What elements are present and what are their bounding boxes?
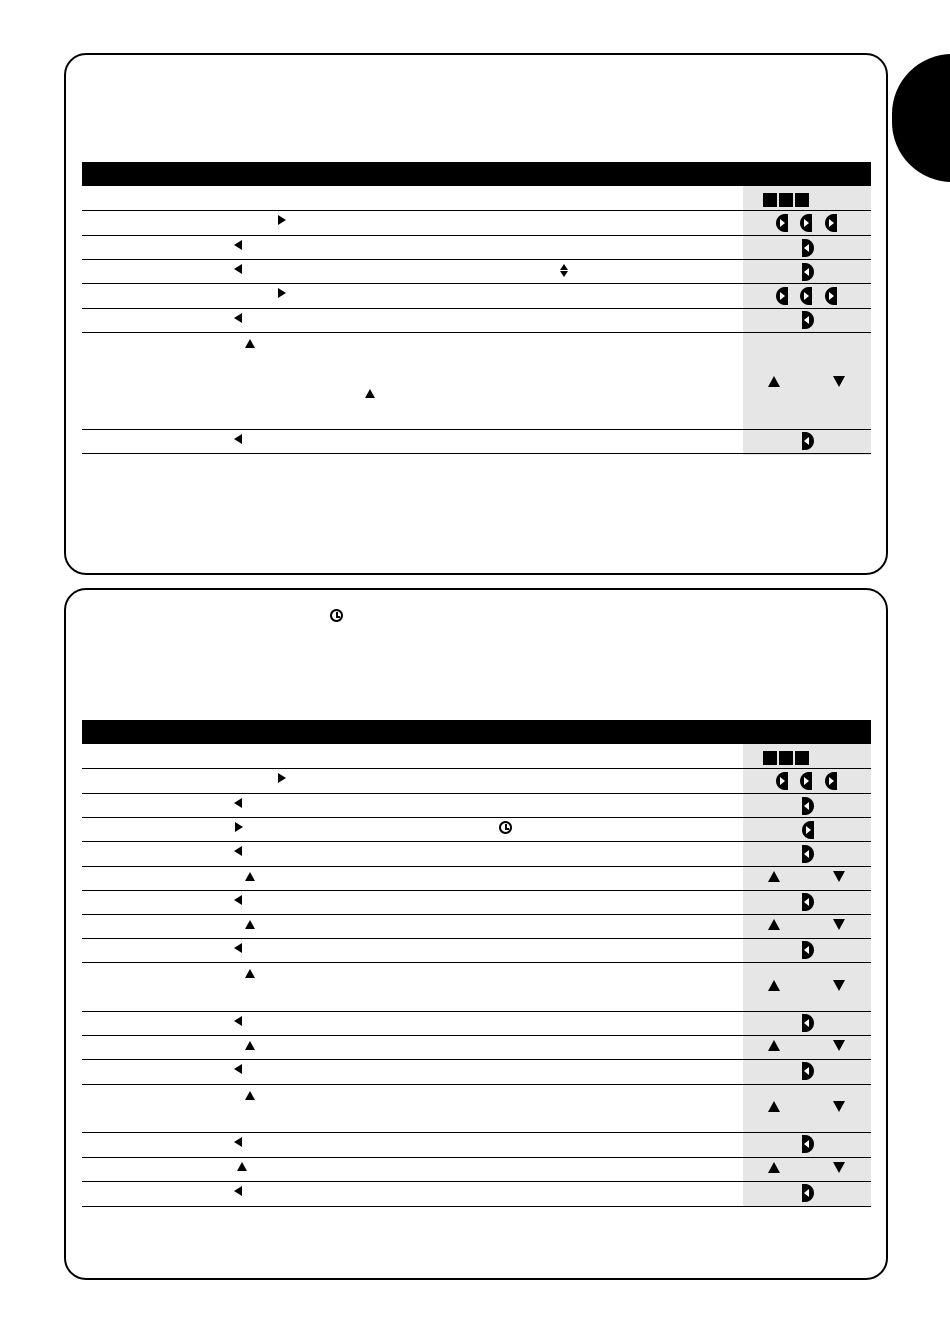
half-round-button-icon — [825, 287, 837, 305]
triangle-up-icon — [245, 1091, 255, 1100]
triangle-up-icon — [245, 920, 255, 929]
triangle-left-icon — [234, 264, 242, 274]
triangle-left-icon — [234, 798, 242, 808]
legend-square-icon — [779, 193, 793, 207]
triangle-up-icon — [768, 1162, 780, 1173]
triangle-right-icon — [278, 288, 286, 298]
half-round-button-icon — [800, 214, 812, 232]
triangle-down-icon — [833, 1040, 845, 1051]
instruction-panel-2 — [64, 588, 888, 1280]
half-round-button-icon — [776, 772, 788, 790]
legend-square-icon — [795, 751, 809, 765]
row-divider — [82, 914, 871, 915]
up-down-arrow-icon — [560, 264, 570, 278]
procedure-table-2 — [82, 720, 871, 1210]
row-divider — [82, 1059, 871, 1060]
triangle-up-icon — [237, 1162, 247, 1171]
row-divider — [82, 308, 871, 309]
triangle-up-icon — [768, 871, 780, 882]
row-divider — [82, 768, 871, 769]
triangle-left-icon — [234, 240, 242, 250]
page-thumb-tab — [892, 54, 950, 182]
row-divider — [82, 1084, 871, 1085]
triangle-left-icon — [234, 895, 242, 905]
row-divider — [82, 793, 871, 794]
half-round-button-icon — [776, 287, 788, 305]
procedure-table-1 — [82, 162, 871, 456]
triangle-right-icon — [278, 773, 286, 783]
half-round-button-icon — [776, 214, 788, 232]
triangle-up-icon — [768, 980, 780, 991]
triangle-up-icon — [245, 872, 255, 881]
triangle-down-icon — [833, 919, 845, 930]
triangle-left-icon — [234, 1137, 242, 1147]
triangle-right-icon — [235, 822, 243, 832]
row-divider — [82, 429, 871, 430]
triangle-up-icon — [245, 339, 255, 348]
row-divider — [82, 890, 871, 891]
clock-icon — [499, 821, 512, 834]
triangle-up-icon — [245, 969, 255, 978]
row-divider — [82, 1011, 871, 1012]
row-divider — [82, 259, 871, 260]
triangle-right-icon — [278, 215, 286, 225]
triangle-down-icon — [833, 1162, 845, 1173]
row-divider — [82, 938, 871, 939]
row-divider — [82, 453, 871, 454]
row-divider — [82, 1035, 871, 1036]
triangle-left-icon — [234, 846, 242, 856]
row-divider — [82, 235, 871, 236]
triangle-down-icon — [833, 376, 845, 387]
row-divider — [82, 817, 871, 818]
triangle-left-icon — [234, 434, 242, 444]
triangle-down-icon — [833, 871, 845, 882]
row-divider — [82, 1206, 871, 1207]
row-divider — [82, 962, 871, 963]
row-divider — [82, 1181, 871, 1182]
legend-square-icon — [763, 751, 777, 765]
table-header-bar — [82, 162, 871, 186]
triangle-up-icon — [768, 1040, 780, 1051]
row-divider — [82, 866, 871, 867]
triangle-up-icon — [768, 919, 780, 930]
row-divider — [82, 1157, 871, 1158]
clock-icon — [330, 609, 343, 622]
half-round-button-icon — [800, 772, 812, 790]
triangle-left-icon — [234, 1064, 242, 1074]
half-round-button-icon — [800, 287, 812, 305]
legend-square-icon — [795, 193, 809, 207]
triangle-down-icon — [833, 1101, 845, 1112]
row-divider — [82, 332, 871, 333]
triangle-down-icon — [833, 980, 845, 991]
row-divider — [82, 210, 871, 211]
triangle-left-icon — [234, 1186, 242, 1196]
triangle-up-icon — [245, 1041, 255, 1050]
triangle-left-icon — [234, 943, 242, 953]
row-divider — [82, 283, 871, 284]
triangle-up-icon — [768, 376, 780, 387]
triangle-up-icon — [768, 1101, 780, 1112]
instruction-panel-1 — [64, 53, 888, 575]
half-round-button-icon — [825, 772, 837, 790]
legend-square-icon — [779, 751, 793, 765]
triangle-left-icon — [234, 313, 242, 323]
row-divider — [82, 1132, 871, 1133]
row-divider — [82, 841, 871, 842]
triangle-left-icon — [234, 1016, 242, 1026]
table-header-bar — [82, 720, 871, 744]
legend-square-icon — [763, 193, 777, 207]
half-round-button-icon — [802, 821, 814, 839]
triangle-up-icon — [365, 389, 375, 398]
half-round-button-icon — [825, 214, 837, 232]
